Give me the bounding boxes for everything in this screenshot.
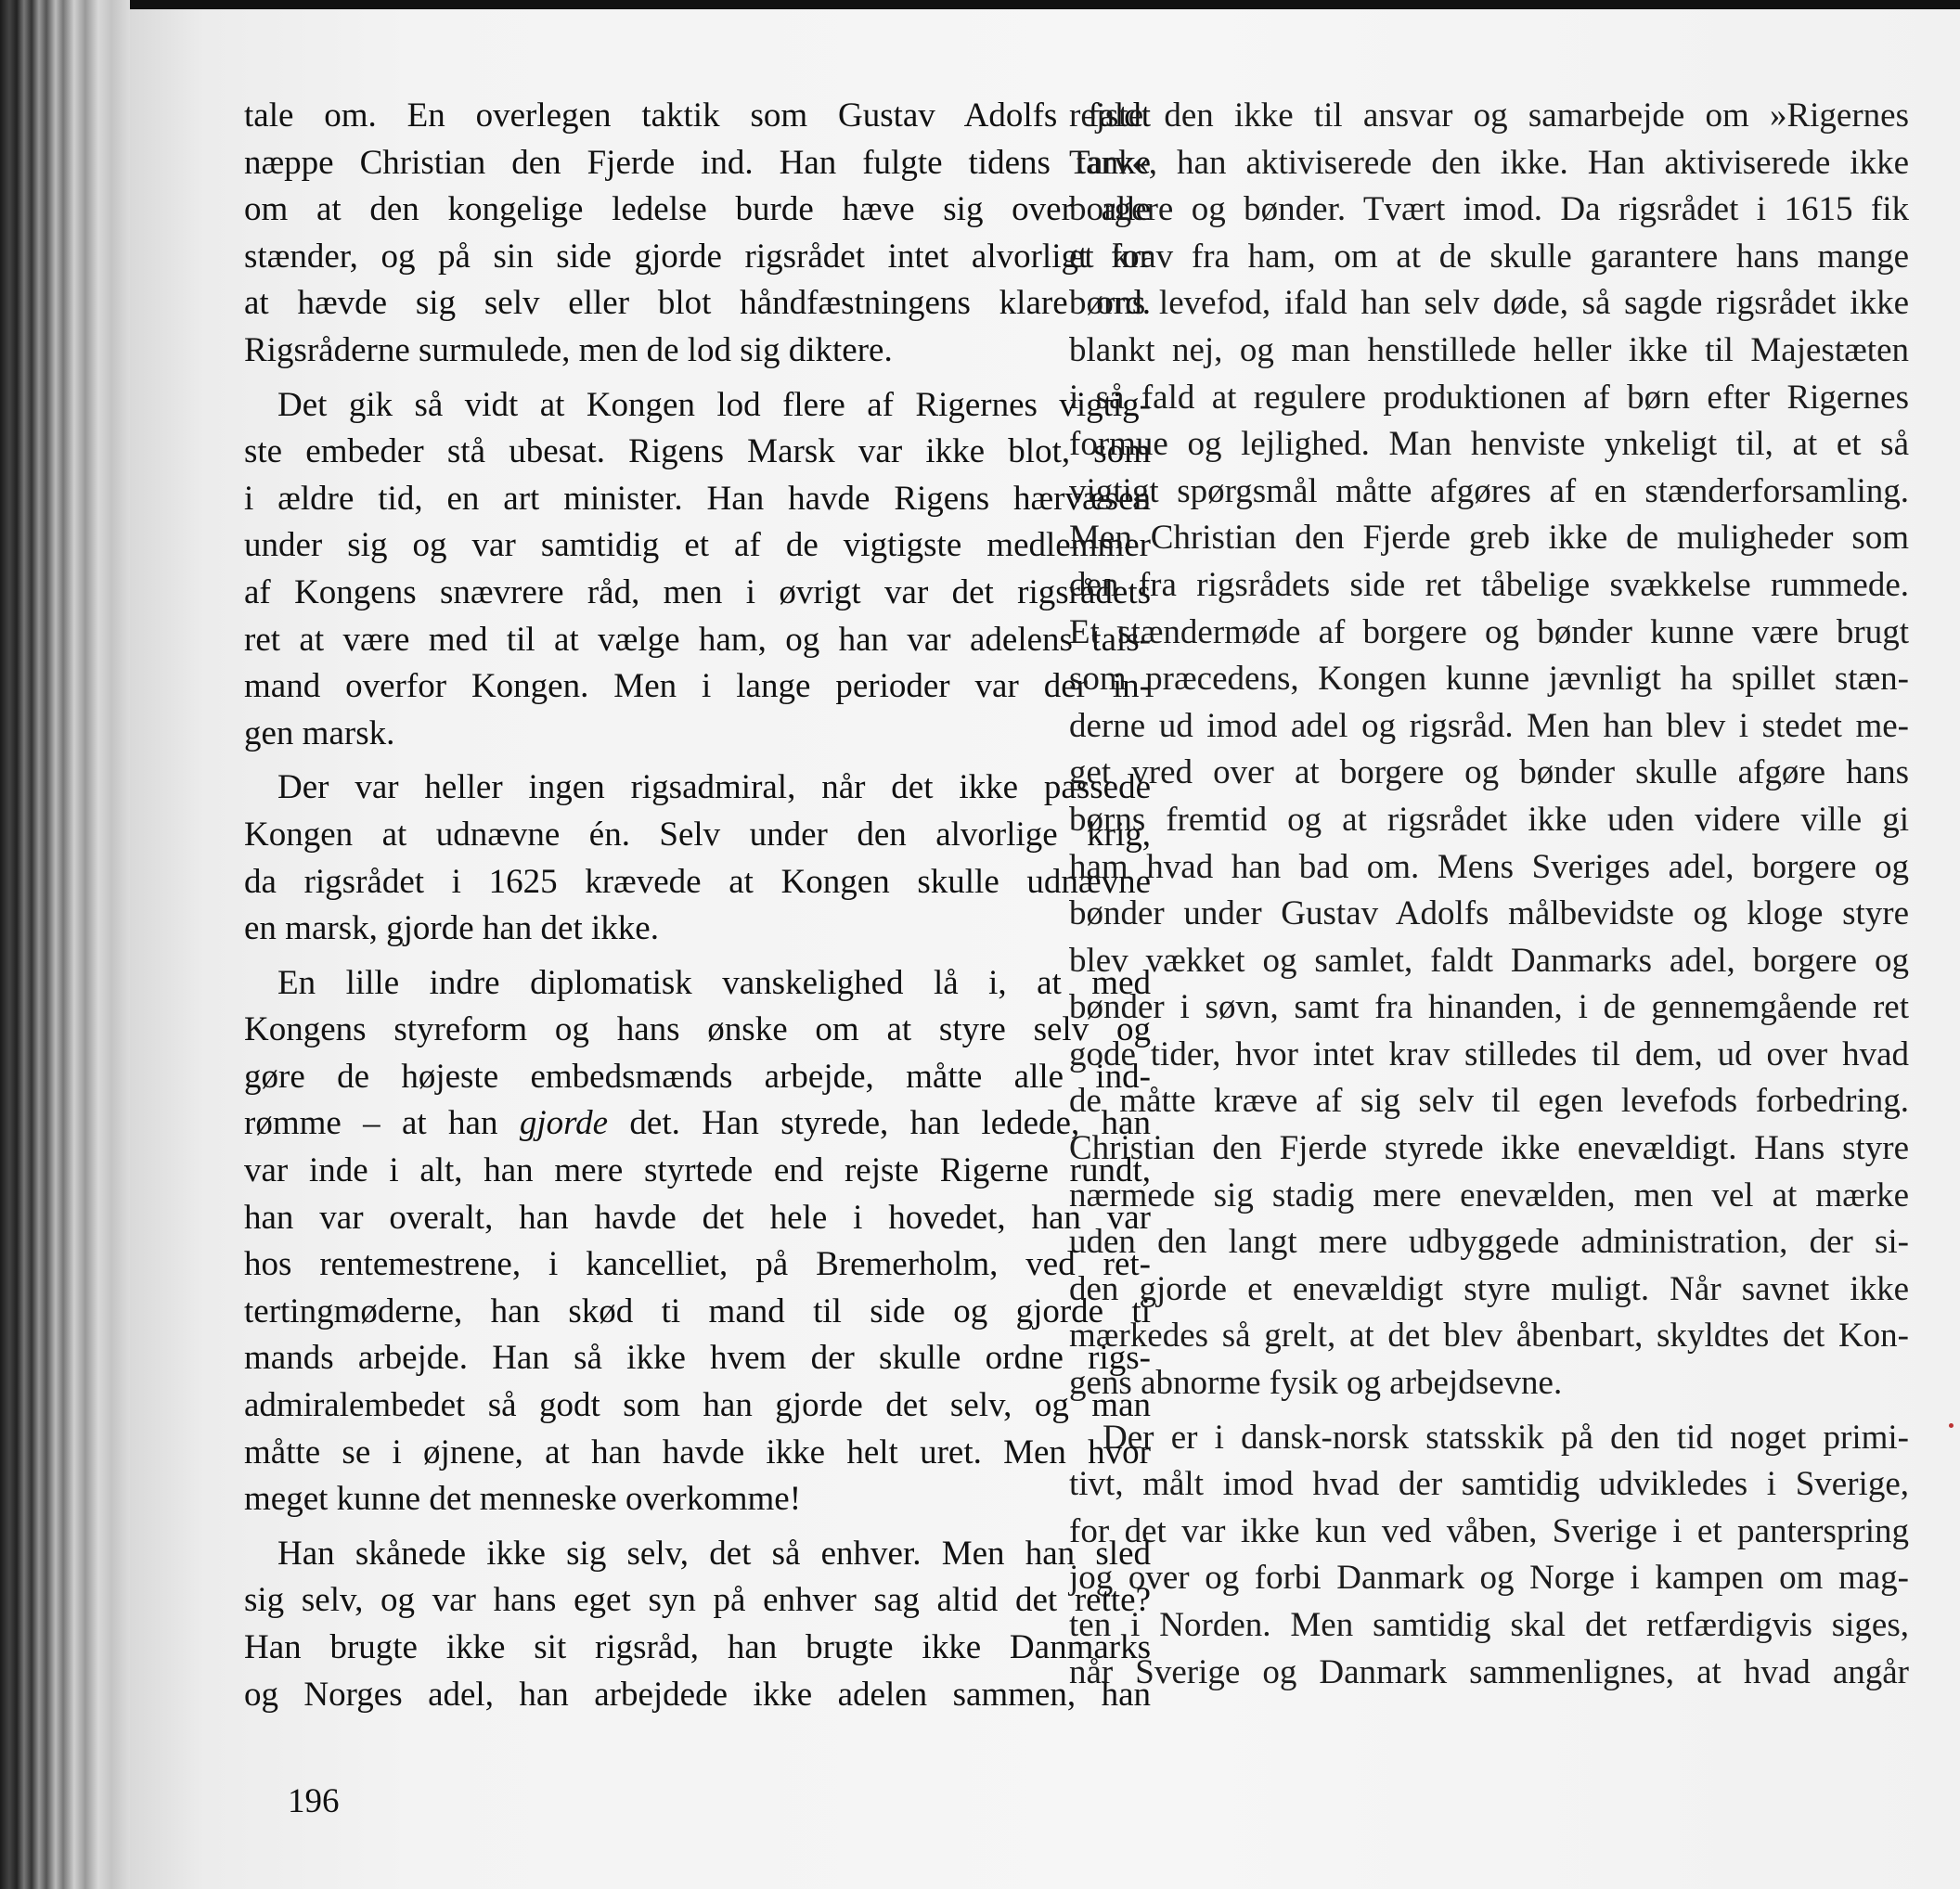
text-line: bønder i søvn, samt fra hinanden, i de gennemgående ret <box>1069 988 1909 1027</box>
text-line: mand overfor Kongen. Men i lange perioder var der in- <box>244 667 1151 706</box>
text-line: Det gik så vidt at Kongen lod flere af Rigernes vigtig- <box>277 385 1151 424</box>
text-line: blev vækket og samlet, faldt Danmarks adel, borgere og <box>1069 941 1909 980</box>
paragraph <box>244 93 1151 375</box>
text-line: Kongen at udnævne én. Selv under den alvorlige krig, <box>244 815 1151 854</box>
text-line: gøre de højeste embedsmænds arbejde, måtte alle ind- <box>244 1057 1151 1096</box>
text-line: stænder, og på sin side gjorde rigsrådet intet alvorligt for <box>244 237 1151 276</box>
paragraph <box>244 960 1151 1523</box>
text-line: ten i Norden. Men samtidig skal det retfærdigvis siges, <box>1069 1606 1909 1644</box>
text-line: en marsk, gjorde han det ikke. <box>244 909 659 948</box>
book-page <box>130 9 1960 1889</box>
text-line: borgere og bønder. Tvært imod. Da rigsrådet i 1615 fik <box>1069 190 1909 229</box>
text-line: Der var heller ingen rigsadmiral, når det ikke passede <box>277 768 1151 807</box>
text-line: get vred over at borgere og bønder skulle afgøre hans <box>1069 753 1909 792</box>
book-binding-edge <box>0 0 130 1889</box>
text-line: Der er i dansk-norsk statsskik på den tid noget primi- <box>1102 1418 1909 1457</box>
text-line: bønder under Gustav Adolfs målbevidste og kloge styre <box>1069 894 1909 933</box>
text-line: når Sverige og Danmark sammenlignes, at hvad angår <box>1069 1652 1909 1691</box>
text-line: at hævde sig selv eller blot håndfæstningens klare ord. <box>244 284 1151 323</box>
text-line: for det var ikke kun ved våben, Sverige i et panterspring <box>1069 1511 1909 1550</box>
text-line: rømme – at han gjorde det. Han styrede, han ledede, han <box>244 1104 1151 1143</box>
text-line: gode tider, hvor intet krav stilledes til dem, ud over hvad <box>1069 1034 1909 1073</box>
text-line: Tarv«, han aktiviserede den ikke. Han aktiviserede ikke <box>1069 143 1909 182</box>
paragraph <box>244 382 1151 758</box>
text-line: i så fald at regulere produktionen af børn efter Rigernes <box>1069 378 1909 417</box>
text-line: tale om. En overlegen taktik som Gustav Adolfs faldt <box>244 96 1151 135</box>
text-line: et krav fra ham, om at de skulle garantere hans mange <box>1069 237 1909 276</box>
text-line: gens abnorme fysik og arbejdsevne. <box>1069 1364 1563 1403</box>
text-line: han var overalt, han havde det hele i hovedet, han var <box>244 1198 1151 1237</box>
text-line: ste embeder stå ubesat. Rigens Marsk var ikke blot, som <box>244 432 1151 471</box>
text-line: Kongens styreform og hans ønske om at styre selv og <box>244 1010 1151 1049</box>
text-line: om at den kongelige ledelse burde hæve sig over alle <box>244 190 1151 229</box>
text-line: meget kunne det menneske overkomme! <box>244 1480 802 1519</box>
text-line: i ældre tid, en art minister. Han havde Rigens hærvæsen <box>244 479 1151 518</box>
text-line: næppe Christian den Fjerde ind. Han fulgte tidens tanke <box>244 143 1151 182</box>
text-line: af Kongens snævrere råd, men i øvrigt var det rigsrådets <box>244 572 1151 611</box>
text-line: En lille indre diplomatisk vanskelighed lå i, at med <box>277 963 1151 1002</box>
text-line: nærmede sig stadig mere enevælden, men vel at mærke <box>1069 1176 1909 1214</box>
text-line: ret at være med til at vælge ham, og han var adelens tals- <box>244 620 1151 659</box>
left-text-column <box>244 93 1151 1718</box>
text-line: og Norges adel, han arbejdede ikke adelen sammen, han <box>244 1675 1151 1714</box>
text-line: rejste den ikke til ansvar og samarbejde om »Rigernes <box>1069 96 1909 135</box>
text-line: mærkedes så grelt, at det blev åbenbart, skyldtes det Kon- <box>1069 1317 1909 1356</box>
text-line: sig selv, og var hans eget syn på enhver sag altid det rette? <box>244 1581 1151 1620</box>
text-line: Christian den Fjerde styrede ikke enevældigt. Hans styre <box>1069 1129 1909 1168</box>
text-line: jog over og forbi Danmark og Norge i kampen om mag- <box>1069 1559 1909 1598</box>
text-line: måtte se i øjnene, at han havde ikke helt uret. Men hvor <box>244 1433 1151 1471</box>
text-line: børns levefod, ifald han selv døde, så sagde rigsrådet ikke <box>1069 284 1909 323</box>
text-line: derne ud imod adel og rigsråd. Men han blev i stedet me- <box>1069 706 1909 745</box>
paragraph <box>244 765 1151 952</box>
text-line: tivt, målt imod hvad der samtidig udvikledes i Sverige, <box>1069 1465 1909 1504</box>
text-line: Men Christian den Fjerde greb ikke de muligheder som <box>1069 519 1909 558</box>
text-line: da rigsrådet i 1625 krævede at Kongen skulle udnævne <box>244 862 1151 901</box>
text-line: uden den langt mere udbyggede administration, der si- <box>1069 1223 1909 1262</box>
text-line: tertingmøderne, han skød ti mand til side og gjorde ti <box>244 1291 1151 1330</box>
text-line: formue og lejlighed. Man henviste ynkeligt til, at et så <box>1069 425 1909 464</box>
text-line: Et stændermøde af borgere og bønder kunne være brugt <box>1069 612 1909 651</box>
text-line: mands arbejde. Han så ikke hvem der skulle ordne rigs- <box>244 1339 1151 1378</box>
text-line: gen marsk. <box>244 713 395 752</box>
text-line: Rigsråderne surmulede, men de lod sig diktere. <box>244 330 893 369</box>
text-line: den fra rigsrådets side ret tåbelige svækkelse rummede. <box>1069 565 1909 604</box>
paragraph <box>1069 93 1909 1407</box>
margin-mark <box>1949 1423 1954 1428</box>
text-line: blankt nej, og man henstillede heller ikke til Majestæten <box>1069 330 1909 369</box>
text-line: ham hvad han bad om. Mens Sveriges adel, borgere og <box>1069 847 1909 886</box>
text-line: den gjorde et enevældigt styre muligt. Når savnet ikke <box>1069 1269 1909 1308</box>
right-text-column <box>1069 93 1909 1696</box>
text-line: børns fremtid og at rigsrådet ikke uden videre ville gi <box>1069 800 1909 839</box>
text-line: var inde i alt, han mere styrtede end rejste Rigerne rundt, <box>244 1151 1151 1190</box>
text-line: vigtigt spørgsmål måtte afgøres af en stænderforsamling. <box>1069 471 1909 510</box>
text-line: admiralembedet så godt som han gjorde det selv, og man <box>244 1386 1151 1425</box>
text-line: de måtte kræve af sig selv til egen levefods forbedring. <box>1069 1082 1909 1121</box>
text-line: hos rentemestrene, i kancelliet, på Bremerholm, ved ret- <box>244 1245 1151 1284</box>
text-line: Han skånede ikke sig selv, det så enhver. Men han sled <box>277 1534 1151 1573</box>
text-line: under sig og var samtidig et af de vigtigste medlemmer <box>244 526 1151 565</box>
text-line: Han brugte ikke sit rigsråd, han brugte ikke Danmarks <box>244 1628 1151 1666</box>
text-line: som præcedens, Kongen kunne jævnligt ha spillet stæn- <box>1069 660 1909 699</box>
page-number: 196 <box>288 1782 340 1820</box>
paragraph <box>244 1531 1151 1718</box>
paragraph <box>1069 1415 1909 1697</box>
